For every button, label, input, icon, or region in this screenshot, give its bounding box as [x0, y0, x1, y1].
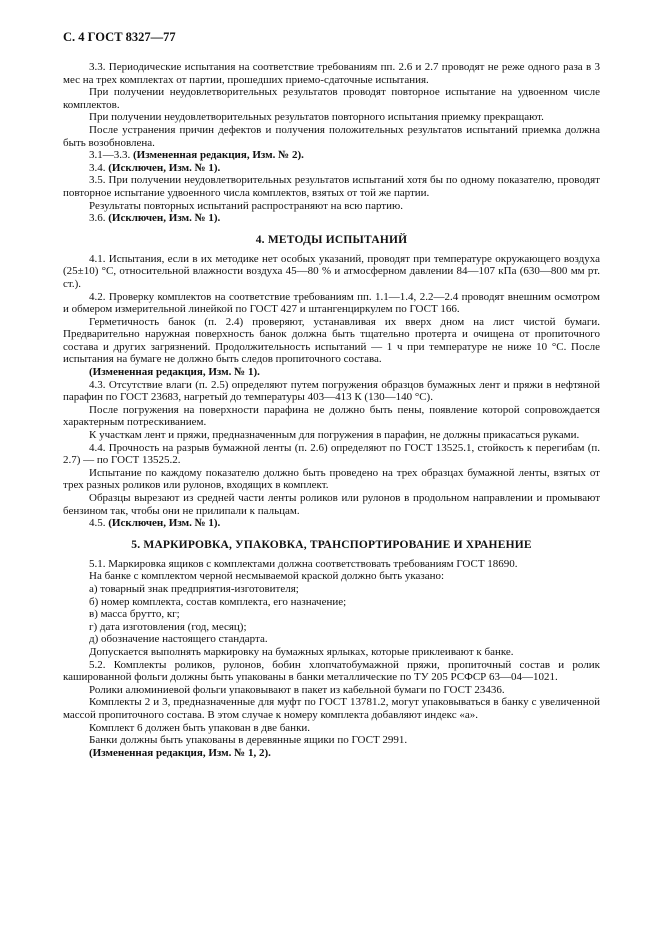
paragraph-4-2-tightness: Герметичность банок (п. 2.4) проверяют, устанавливая их вверх дном на лист чистой бумаги. Предварительно наружная поверхность банок должна быть тщательно протерта и очищена от пропиточного состава и других загрязнений. Продолжительность испытаний — 1 ч при температуре не ниже 10 °С. После испытания на бумаге не должно быть следов пропиточного состава.: [63, 315, 600, 366]
paragraph-5-2: 5.2. Комплекты роликов, рулонов, бобин хлопчатобумажной пряжи, пропиточный состав и ролик кашированной фольги должны быть упакованы в банки металлические по ТУ 205 РСФСР 63—04—1021.: [63, 658, 600, 684]
list-item: в) масса брутто, кг;: [89, 608, 180, 621]
section-4-title: 4. МЕТОДЫ ИСПЫТАНИЙ: [255, 233, 408, 246]
paragraph-4-3-hands: К участкам лент и пряжи, предназначенным для погружения в парафин, не должны прикасаться руками.: [89, 429, 580, 442]
amendment-note-3-1-3-3: [63, 149, 600, 162]
section-3-tail: [63, 61, 600, 225]
page-header: С. 4 ГОСТ 8327—77: [63, 30, 176, 44]
paragraph-5-2-kit6: Комплект 6 должен быть упакован в две банки.: [89, 721, 311, 734]
amendment-note-5: (Измененная редакция, Изм. № 1, 2).: [89, 746, 271, 759]
paragraph-3-3-stop: При получении неудовлетворительных результатов повторного испытания приемку прекращают.: [89, 111, 544, 124]
amendment-note-3-6: [63, 212, 600, 225]
paragraph-3-3: 3.3. Периодические испытания на соответствие требованиям пп. 2.6 и 2.7 проводят не реже одного раза в 3 мес на трех комплектах от партии, прошедших приемо-сдаточные испытания.: [63, 61, 600, 86]
amendment-note-3-4: [63, 162, 600, 175]
section-4: [63, 253, 600, 530]
amendment-note-4-5: [63, 517, 600, 530]
clause-ref: 3.6.: [89, 212, 106, 225]
clause-ref: 3.4.: [89, 161, 106, 174]
section-5-title: 5. МАРКИРОВКА, УПАКОВКА, ТРАНСПОРТИРОВАНИЕ И ХРАНЕНИЕ: [131, 538, 532, 551]
list-item: а) товарный знак предприятия-изготовителя;: [89, 582, 299, 595]
section-5: [63, 558, 600, 760]
paragraph-3-3-retest: При получении неудовлетворительных результатов проводят повторное испытание на удвоенном числе комплектов.: [63, 86, 600, 111]
paragraph-5-1: 5.1. Маркировка ящиков с комплектами должна соответствовать требованиям ГОСТ 18690.: [89, 557, 518, 570]
paragraph-3-5-results: Результаты повторных испытаний распространяют на всю партию.: [89, 199, 403, 212]
amendment-text: (Исключен, Изм. № 1).: [108, 161, 221, 174]
paragraph-5-2-foil: Ролики алюминиевой фольги упаковывают в пакет из кабельной бумаги по ГОСТ 23436.: [89, 683, 505, 696]
paragraph-4-3: 4.3. Отсутствие влаги (п. 2.5) определяют путем погружения образцов бумажных лент и пряжи в нефтяной парафин по ГОСТ 23683, нагретый до температуры 403—413 К (130—140 °С).: [63, 378, 600, 404]
amendment-text: (Исключен, Изм. № 1).: [108, 517, 221, 530]
paragraph-3-5: 3.5. При получении неудовлетворительных результатов испытаний хотя бы по одному показателю, проводят повторное испытание удвоенного числа комплектов, взятых от той же партии.: [63, 174, 600, 199]
paragraph-3-3-resume: После устранения причин дефектов и получения положительных результатов испытаний приемка должна быть возобновлена.: [63, 123, 600, 149]
list-item: б) номер комплекта, состав комплекта, его назначение;: [89, 595, 347, 608]
paragraph-4-4-samples: Испытание по каждому показателю должно быть проведено на трех образцах бумажной ленты, взятых от трех разных роликов или рулонов, входящих в комплект.: [63, 466, 600, 492]
document-page: [63, 30, 600, 759]
amendment-text: (Исключен, Изм. № 1).: [108, 212, 221, 225]
clause-ref: 3.1—3.3.: [89, 149, 131, 162]
paragraph-5-2-kits: Комплекты 2 и 3, предназначенные для муфт по ГОСТ 13781.2, могут упаковываться в банку с увеличенной массой пропиточного состава. В этом случае к номеру комплекта добавляют индекс «а».: [63, 696, 600, 721]
paragraph-4-2: 4.2. Проверку комплектов на соответствие требованиям пп. 1.1—1.4, 2.2—2.4 проводят внешним осмотром и обмером измерительной линейкой по ГОСТ 427 и штангенциркулем по ГОСТ 166.: [63, 290, 600, 316]
paragraph-4-1: 4.1. Испытания, если в их методике нет особых указаний, проводят при температуре окружающего воздуха (25±10) °С, относительной влажности воздуха 45—80 % и атмосферном давлении 84—107 кПа (630—800 мм рт. ст.).: [63, 252, 600, 290]
paragraph-5-1-marking: На банке с комплектом черной несмываемой краской должно быть указано:: [89, 570, 445, 583]
paragraph-4-4: 4.4. Прочность на разрыв бумажной ленты (п. 2.6) определяют по ГОСТ 13525.1, стойкость к перегибам (п. 2.7) — по ГОСТ 13525.2.: [63, 441, 600, 467]
list-item: д) обозначение настоящего стандарта.: [89, 633, 268, 646]
amendment-text: (Измененная редакция, Изм. № 2).: [133, 149, 304, 162]
paragraph-4-4-cutting: Образцы вырезают из средней части ленты роликов или рулонов в продольном направлении и промывают бензином так, чтобы они не прилипали к пальцам.: [63, 492, 600, 517]
paragraph-5-2-boxes: Банки должны быть упакованы в деревянные ящики по ГОСТ 2991.: [89, 734, 408, 747]
paragraph-4-3-foam: После погружения на поверхности парафина не должно быть пены, появление которой сопровождается характерным потрескиванием.: [63, 403, 600, 429]
paragraph-5-1-labels: Допускается выполнять маркировку на бумажных ярлыках, которые приклеивают к банке.: [89, 645, 514, 658]
amendment-note-4-2: (Измененная редакция, Изм. № 1).: [89, 366, 260, 379]
list-item: г) дата изготовления (год, месяц);: [89, 620, 247, 633]
clause-ref: 4.5.: [89, 517, 106, 530]
